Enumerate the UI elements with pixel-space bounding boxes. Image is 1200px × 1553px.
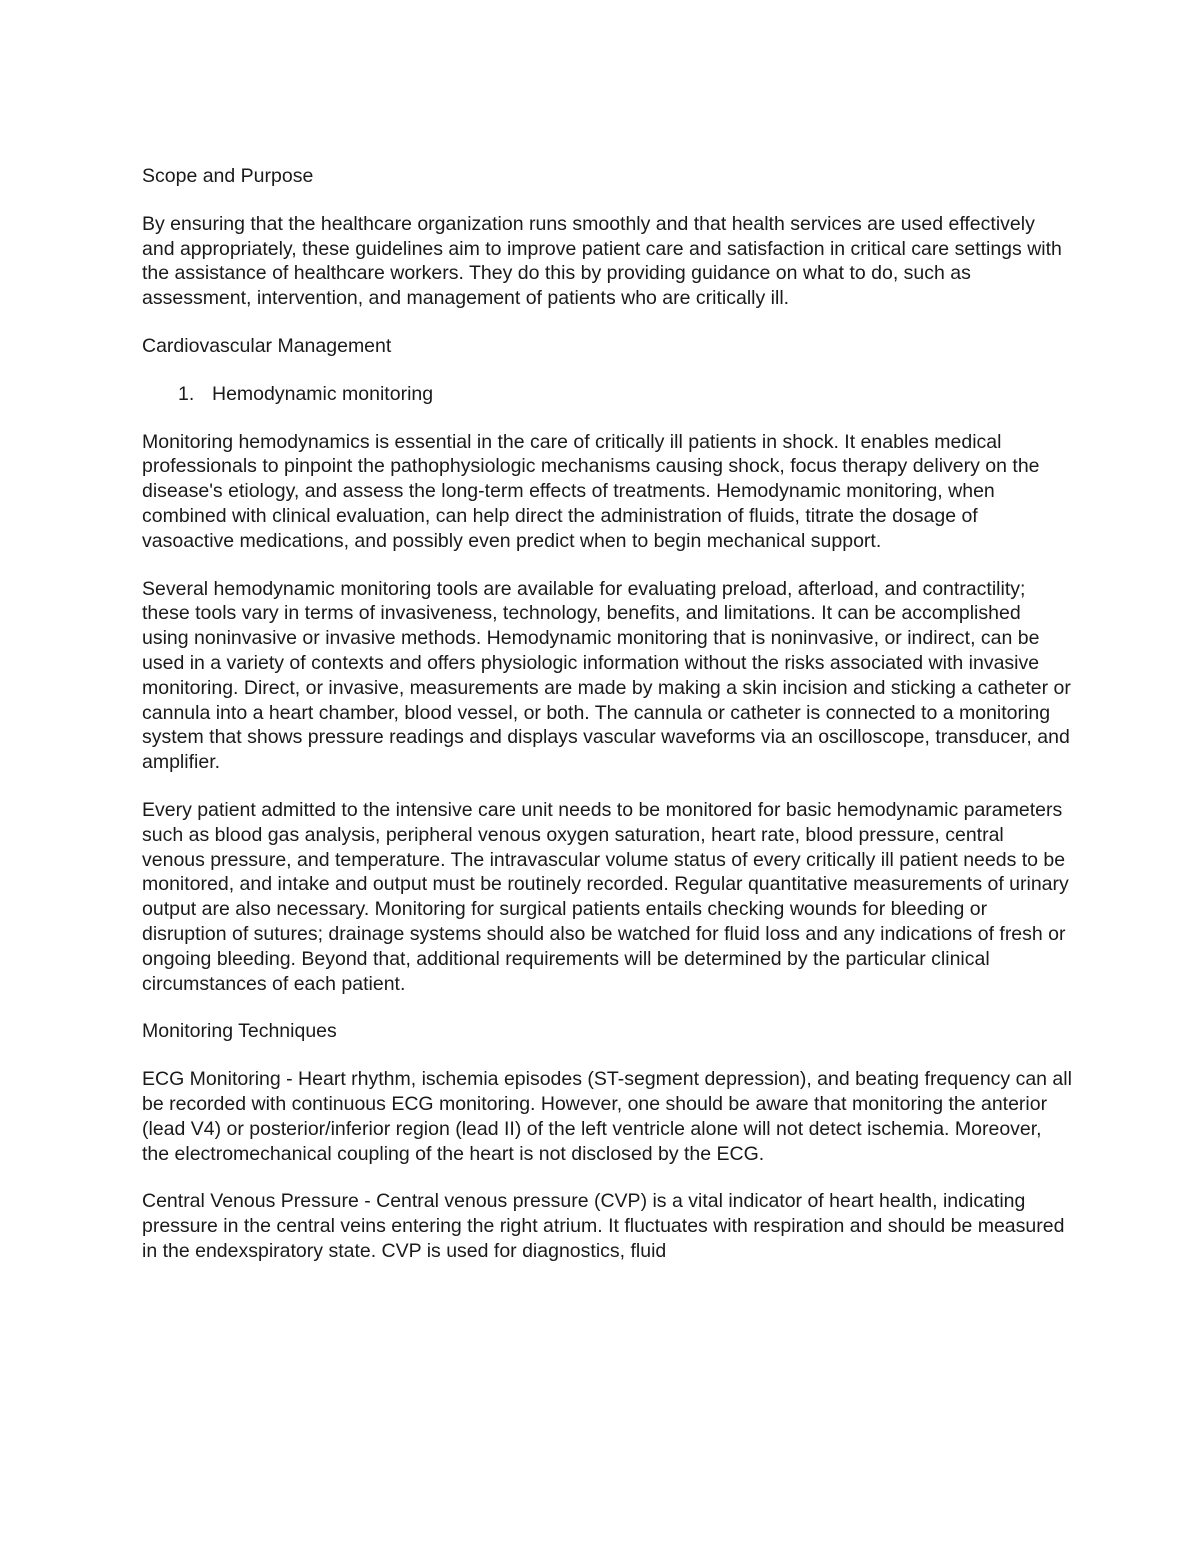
paragraph-monitoring-tools: Several hemodynamic monitoring tools are available for evaluating preload, afterload, and contractility; these tools vary in terms of invasiveness, technology, benefits, and limitations. It can be accomplished using noninvasive or invasive methods. Hemodynamic monitoring that is noninvasive, or indirect, can be used in a variety of contexts and offers physiologic information without the risks associated with invasive monitoring. Direct, or invasive, measurements are made by making a skin incision and sticking a catheter or cannula into a heart chamber, blood vessel, or both. The cannula or catheter is connected to a monitoring system that shows pressure readings and displays vascular waveforms via an oscilloscope, transducer, and amplifier. [142,577,1071,774]
paragraph-central-venous-pressure: Central Venous Pressure - Central venous pressure (CVP) is a vital indicator of heart health, indicating pressure in the central veins entering the right atrium. It fluctuates with respiration and should be measured in the endexspiratory state. CVP is used for diagnostics, fluid [142,1190,1065,1262]
list-item [142,382,1072,407]
paragraph-icu-parameters: Every patient admitted to the intensive care unit needs to be monitored for basic hemodynamic parameters such as blood gas analysis, peripheral venous oxygen saturation, heart rate, blood pressure, central venous pressure, and temperature. The intravascular volume status of every critically ill patient needs to be monitored, and intake and output must be routinely recorded. Regular quantitative measurements of urinary output are also necessary. Monitoring for surgical patients entails checking wounds for bleeding or disruption of sutures; drainage systems should also be watched for fluid loss and any indications of fresh or ongoing bleeding. Beyond that, additional requirements will be determined by the particular clinical circumstances of each patient. [142,798,1069,995]
section-heading-techniques: Monitoring Techniques [142,1020,337,1043]
paragraph-hemodynamics-intro: Monitoring hemodynamics is essential in the care of critically ill patients in shock. It enables medical professionals to pinpoint the pathophysiologic mechanisms causing shock, focus therapy delivery on the disease's etiology, and assess the long-term effects of treatments. Hemodynamic monitoring, when combined with clinical evaluation, can help direct the administration of fluids, titrate the dosage of vasoactive medications, and possibly even predict when to begin mechanical support. [142,430,1040,552]
paragraph-scope: By ensuring that the healthcare organization runs smoothly and that health services are used effectively and appropriately, these guidelines aim to improve patient care and satisfaction in critical care settings with the assistance of healthcare workers. They do this by providing guidance on what to do, such as assessment, intervention, and management of patients who are critically ill. [142,212,1062,310]
list-item-number: 1. [178,382,195,405]
section-heading-scope: Scope and Purpose [142,165,314,187]
numbered-list [142,382,1072,407]
section-heading-cardiovascular: Cardiovascular Management [142,334,392,357]
paragraph-ecg-monitoring: ECG Monitoring - Heart rhythm, ischemia episodes (ST-segment depression), and beating frequency can all be recorded with continuous ECG monitoring. However, one should be aware that monitoring the anterior (lead V4) or posterior/inferior region (lead II) of the left ventricle alone will not detect ischemia. Moreover, the electromechanical coupling of the heart is not disclosed by the ECG. [142,1068,1072,1165]
list-item-text: Hemodynamic monitoring [212,382,434,405]
document-page [142,164,1072,1287]
